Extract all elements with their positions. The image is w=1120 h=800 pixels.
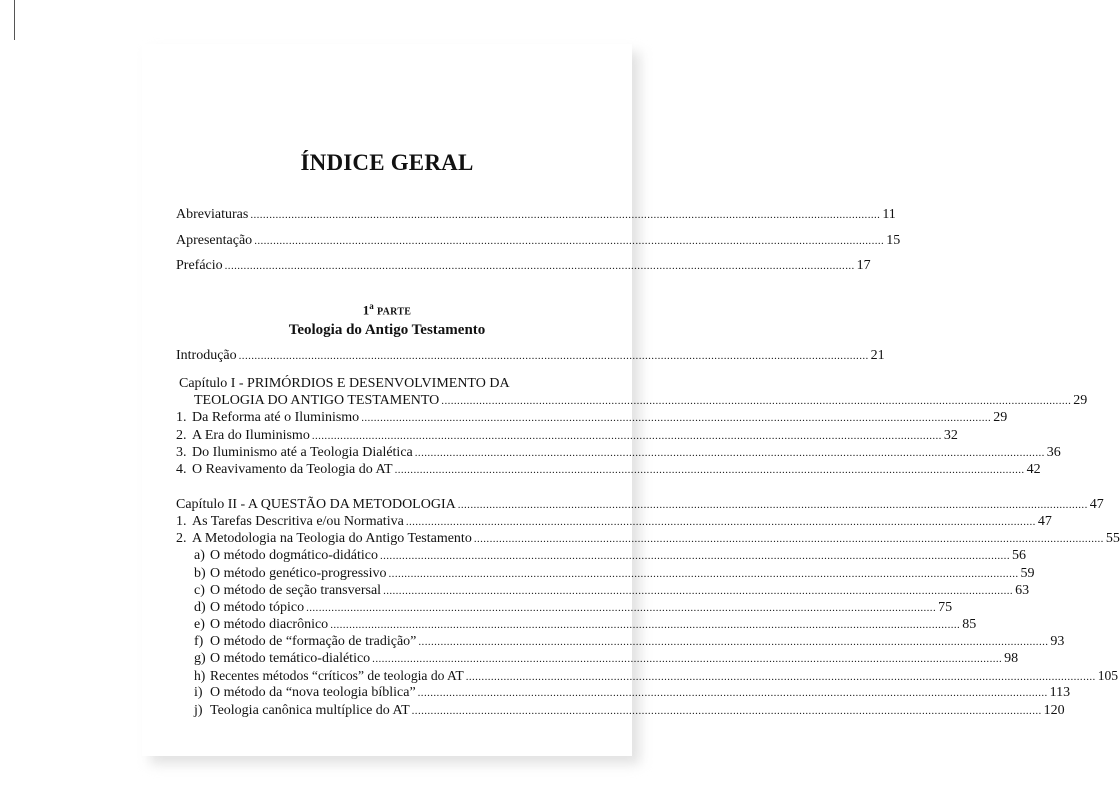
toc-section[interactable] — [176, 514, 1052, 532]
toc-page-number: 98 — [1004, 651, 1019, 666]
toc-page-number: 15 — [886, 233, 901, 248]
toc-page-number: 75 — [938, 600, 953, 615]
leader-dots: ........................................................................................................................................................................................................ — [306, 602, 937, 614]
part-number — [142, 297, 632, 321]
toc-page-number: 17 — [856, 258, 871, 273]
toc-subsection-letter: c) — [194, 583, 205, 598]
toc-page-number: 36 — [1046, 445, 1061, 460]
toc-section[interactable] — [176, 462, 1041, 480]
toc-page-number: 29 — [1073, 393, 1088, 408]
toc-entry-label: O método da “nova teologia bíblica” — [210, 685, 416, 700]
toc-page-number: 47 — [1037, 514, 1052, 529]
toc-entry-prefacio[interactable] — [176, 258, 871, 276]
toc-entry-label: O método dogmático-didático — [210, 548, 378, 563]
toc-subsection-letter: g) — [194, 651, 206, 666]
toc-page-number: 55 — [1105, 531, 1120, 546]
leader-dots: ........................................................................................................................................................................................................ — [379, 550, 1010, 562]
part-number-digit: 1 — [362, 302, 370, 318]
leader-dots: ........................................................................................................................................................................................................ — [388, 568, 1019, 580]
book-page — [142, 44, 1120, 756]
toc-section-number: 2. — [176, 428, 187, 443]
toc-section[interactable] — [176, 428, 958, 446]
toc-page-number: 120 — [1043, 703, 1065, 718]
chapter-1-title-line2[interactable] — [194, 393, 1088, 411]
part-word: PARTE — [376, 306, 412, 318]
leader-dots: ........................................................................................................................................................................................................ — [411, 705, 1042, 717]
toc-subsection-letter: a) — [194, 548, 205, 563]
toc-page-number: 113 — [1049, 685, 1071, 700]
leader-dots: ........................................................................................................................................................................................................ — [465, 671, 1096, 683]
leader-dots: ........................................................................................................................................................................................................ — [457, 499, 1088, 511]
toc-page-number: 59 — [1020, 566, 1035, 581]
toc-page-number: 42 — [1026, 462, 1041, 477]
toc-page-number: 63 — [1015, 583, 1030, 598]
leader-dots: ........................................................................................................................................................................................................ — [405, 516, 1036, 528]
toc-subsection[interactable] — [194, 634, 1065, 652]
leader-dots: ........................................................................................................................................................................................................ — [414, 447, 1045, 459]
corner-crop-mark — [0, 0, 15, 40]
leader-dots: ........................................................................................................................................................................................................ — [417, 687, 1048, 699]
toc-subsection[interactable] — [194, 617, 977, 635]
toc-entry-label: Prefácio — [176, 258, 223, 273]
leader-dots: ........................................................................................................................................................................................................ — [238, 350, 869, 362]
toc-subsection-letter: h) — [194, 668, 206, 683]
toc-subsection-letter: i) — [194, 685, 203, 700]
leader-dots: ........................................................................................................................................................................................................ — [473, 533, 1104, 545]
toc-subsection-letter: j) — [194, 703, 203, 718]
toc-section[interactable] — [176, 445, 1061, 463]
toc-subsection-letter: d) — [194, 600, 206, 615]
toc-subsection-letter: b) — [194, 566, 206, 581]
part-title: Teologia do Antigo Testamento — [288, 322, 486, 339]
toc-subsection[interactable] — [194, 566, 1035, 584]
toc-entry-label: O método temático-dialético — [210, 651, 371, 666]
toc-entry-label: Introdução — [176, 348, 237, 363]
toc-section-number: 2. — [176, 531, 187, 546]
leader-dots: ........................................................................................................................................................................................................ — [418, 636, 1049, 648]
toc-page-number: 47 — [1089, 497, 1104, 512]
toc-subsection-letter: e) — [194, 617, 205, 632]
toc-entry-label: Da Reforma até o Iluminismo — [192, 410, 360, 425]
toc-page-number: 93 — [1050, 634, 1065, 649]
toc-subsection[interactable] — [194, 651, 1019, 669]
toc-entry-label: TEOLOGIA DO ANTIGO TESTAMENTO — [194, 393, 440, 408]
toc-page-number: 32 — [943, 428, 958, 443]
toc-entry-label: Do Iluminismo até a Teologia Dialética — [192, 445, 413, 460]
toc-section[interactable] — [176, 531, 1120, 549]
leader-dots: ........................................................................................................................................................................................................ — [224, 260, 855, 272]
part-heading — [142, 297, 632, 339]
toc-section-number: 1. — [176, 514, 187, 529]
toc-subsection[interactable] — [194, 600, 953, 618]
toc-entry-label: Teologia canônica multíplice do AT — [210, 703, 410, 718]
toc-subsection-letter: f) — [194, 634, 204, 649]
toc-entry-label: O Reavivamento da Teologia do AT — [192, 462, 393, 477]
leader-dots: ........................................................................................................................................................................................................ — [383, 585, 1014, 597]
toc-page-number: 11 — [882, 207, 896, 222]
toc-entry-label: A Metodologia na Teologia do Antigo Testamento — [192, 531, 472, 546]
leader-dots: ........................................................................................................................................................................................................ — [254, 235, 885, 247]
toc-entry-label: O método genético-progressivo — [210, 566, 387, 581]
toc-entry-label: As Tarefas Descritiva e/ou Normativa — [192, 514, 404, 529]
leader-dots: ........................................................................................................................................................................................................ — [394, 464, 1025, 476]
toc-subsection[interactable] — [194, 685, 1071, 703]
toc-page-number: 29 — [993, 410, 1008, 425]
toc-subsection[interactable] — [194, 583, 1030, 601]
toc-entry-label: O método diacrônico — [210, 617, 329, 632]
toc-page-number: 56 — [1011, 548, 1026, 563]
leader-dots: ........................................................................................................................................................................................................ — [441, 395, 1072, 407]
toc-section-number: 3. — [176, 445, 187, 460]
toc-title: ÍNDICE GERAL — [300, 150, 474, 175]
toc-entry-introducao[interactable] — [176, 348, 885, 366]
toc-entry-label: Apresentação — [176, 233, 253, 248]
toc-subsection[interactable] — [194, 548, 1026, 566]
toc-page-number: 21 — [870, 348, 885, 363]
part-ordinal-mark: a — [369, 301, 374, 311]
toc-entry-label: Capítulo II - A QUESTÃO DA METODOLOGIA — [176, 497, 456, 512]
leader-dots: ........................................................................................................................................................................................................ — [311, 430, 942, 442]
toc-section-number: 1. — [176, 410, 187, 425]
toc-entry-abreviaturas[interactable] — [176, 207, 896, 225]
toc-entry-label: Recentes métodos “críticos” de teologia do AT — [210, 668, 464, 683]
toc-entry-label: O método de seção transversal — [210, 583, 382, 598]
chapter-2-title[interactable] — [176, 497, 1104, 515]
leader-dots: ........................................................................................................................................................................................................ — [330, 619, 961, 631]
toc-subsection[interactable] — [194, 668, 1119, 686]
leader-dots: ........................................................................................................................................................................................................ — [372, 653, 1003, 665]
leader-dots: ........................................................................................................................................................................................................ — [361, 412, 992, 424]
toc-entry-label: Abreviaturas — [176, 207, 249, 222]
toc-section-number: 4. — [176, 462, 187, 477]
toc-entry-label: A Era do Iluminismo — [192, 428, 310, 443]
leader-dots: ........................................................................................................................................................................................................ — [250, 209, 881, 221]
toc-entry-apresentacao[interactable] — [176, 233, 901, 251]
chapter-1-title-line1[interactable]: Capítulo I - PRIMÓRDIOS E DESENVOLVIMENTO DA — [179, 376, 510, 391]
toc-page-number: 105 — [1097, 668, 1119, 683]
toc-subsection[interactable] — [194, 703, 1065, 721]
toc-page-number: 85 — [962, 617, 977, 632]
toc-entry-label: O método de “formação de tradição” — [210, 634, 417, 649]
toc-entry-label: O método tópico — [210, 600, 305, 615]
toc-section[interactable] — [176, 410, 1008, 428]
